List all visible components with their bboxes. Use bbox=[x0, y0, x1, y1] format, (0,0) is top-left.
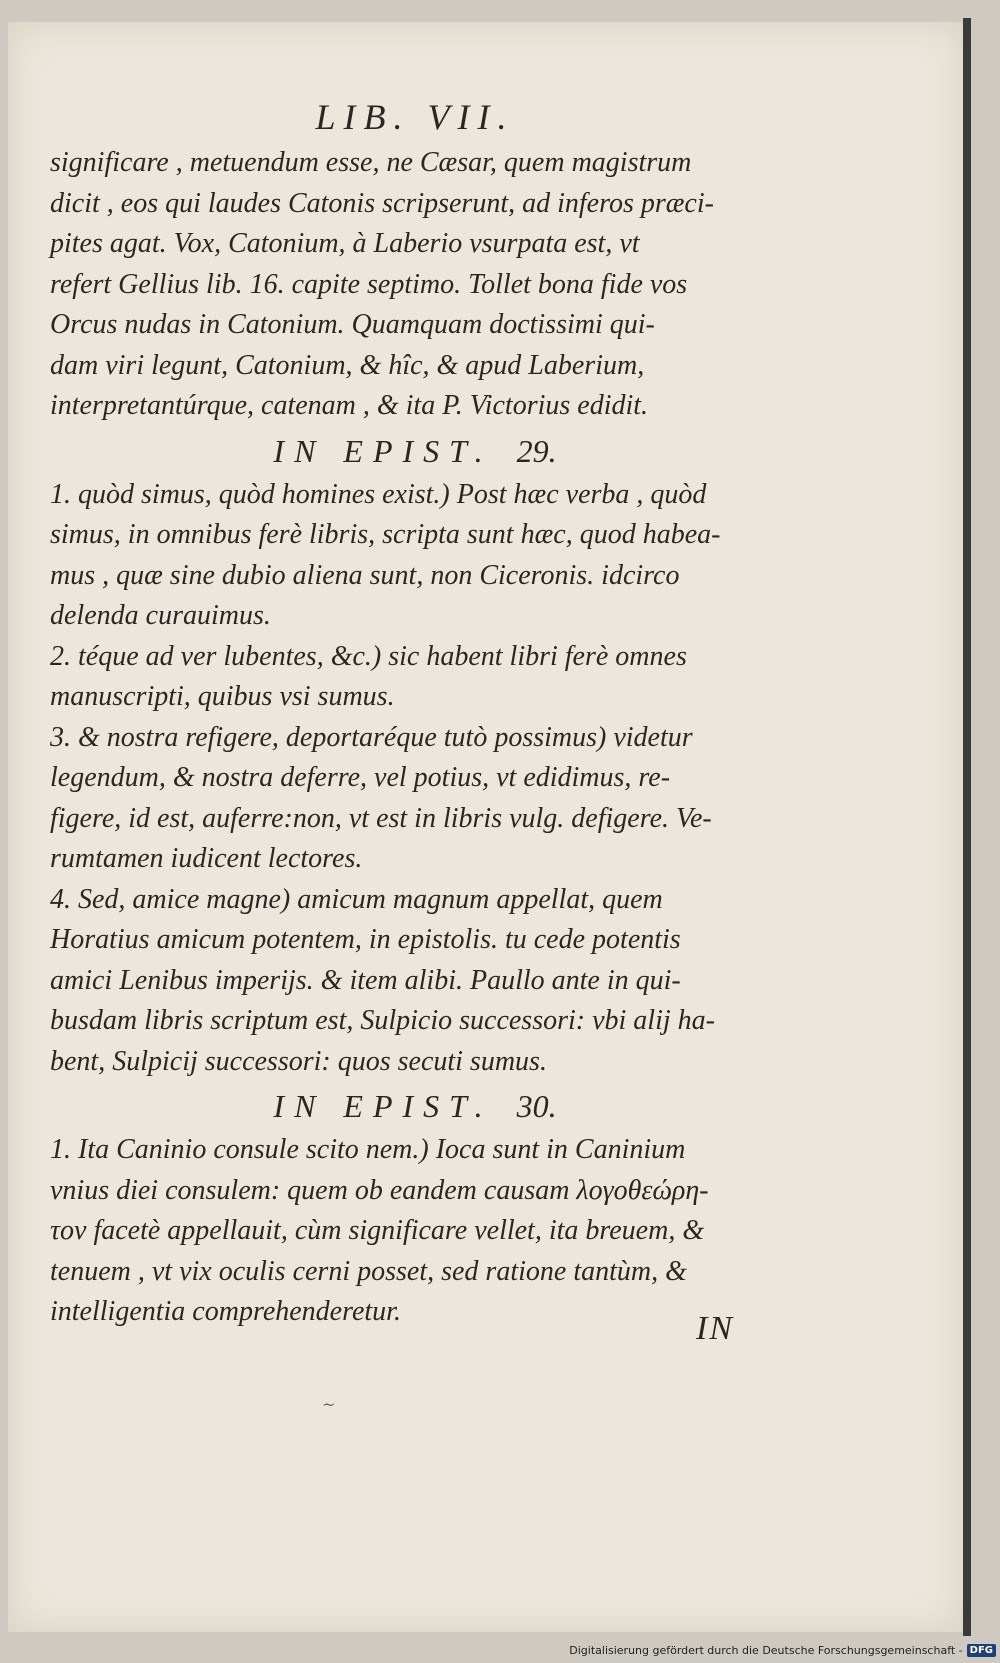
text-line: 4. Sed, amice magne) amicum magnum appellat, quem bbox=[50, 883, 663, 915]
text-line: 1. quòd simus, quòd homines exist.) Post hæc verba , quòd bbox=[50, 478, 707, 510]
text-line: τον facetè appellauit, cùm significare vellet, ita breuem, & bbox=[50, 1215, 705, 1246]
text-line: amici Lenibus imperijs. & item alibi. Paullo ante in qui- bbox=[50, 964, 681, 996]
epistle-30-notes bbox=[50, 1130, 780, 1333]
epistle-29-notes bbox=[50, 475, 780, 1083]
catchword: IN bbox=[696, 1310, 734, 1347]
text-line: interpretantúrque, catenam , & ita P. Victorius edidit. bbox=[50, 390, 649, 421]
credit-text: Digitalisierung gefördert durch die Deutsche Forschungsgemeinschaft - bbox=[569, 1643, 963, 1657]
text-line: significare , metuendum esse, ne Cæsar, quem magistrum bbox=[50, 147, 692, 178]
text-line: Horatius amicum potentem, in epistolis. tu cede potentis bbox=[50, 924, 681, 955]
text-line: busdam libris scriptum est, Sulpicio successori: vbi alij ha- bbox=[50, 1005, 715, 1036]
text-line: figere, id est, auferre:non, vt est in libris vulg. defigere. Ve- bbox=[50, 802, 712, 834]
section-title: IN EPIST. bbox=[273, 1088, 493, 1124]
text-line: rumtamen iudicent lectores. bbox=[50, 843, 363, 874]
text-line: manuscripti, quibus vsi sumus. bbox=[50, 681, 395, 712]
text-line: dicit , eos qui laudes Catonis scripserunt, ad inferos præci- bbox=[50, 187, 714, 219]
text-line: 2. téque ad ver lubentes, &c.) sic habent libri ferè omnes bbox=[50, 640, 687, 672]
digitization-credit bbox=[569, 1639, 996, 1661]
text-line: Orcus nudas in Catonium. Quamquam doctissimi qui- bbox=[50, 309, 655, 340]
text-line: dam viri legunt, Catonium, & hîc, & apud Laberium, bbox=[50, 349, 645, 381]
ink-mark: ~ bbox=[322, 1395, 336, 1414]
text-line: mus , quæ sine dubio aliena sunt, non Ciceronis. idcirco bbox=[50, 559, 680, 591]
page-text bbox=[50, 95, 780, 1333]
text-line: pites agat. Vox, Catonium, à Laberio vsurpata est, vt bbox=[50, 228, 640, 259]
text-line: simus, in omnibus ferè libris, scripta sunt hæc, quod habea- bbox=[50, 519, 721, 550]
text-line: refert Gellius lib. 16. capite septimo. Tollet bona fide vos bbox=[50, 268, 688, 300]
text-line: 3. & nostra refigere, deportaréque tutò possimus) videtur bbox=[50, 721, 693, 753]
section-title: IN EPIST. bbox=[273, 432, 493, 469]
running-head: LIB. VII. bbox=[315, 97, 515, 137]
text-line: tenuem , vt vix oculis cerni posset, sed ratione tantùm, & bbox=[50, 1255, 687, 1287]
text-line: legendum, & nostra deferre, vel potius, vt edidimus, re- bbox=[50, 762, 671, 793]
text-line: 1. Ita Caninio consule scito nem.) Ioca sunt in Caninium bbox=[50, 1134, 686, 1165]
text-line: delenda curauimus. bbox=[50, 600, 271, 631]
text-line: vnius diei consulem: quem ob eandem causam λογοθεώρη- bbox=[50, 1174, 709, 1206]
epistle-28-continuation bbox=[50, 143, 780, 427]
section-heading-epist-29 bbox=[50, 427, 780, 475]
text-line: intelligentia comprehenderetur. bbox=[50, 1296, 401, 1327]
page-edge bbox=[963, 18, 971, 1636]
dfg-logo-icon: DFG bbox=[967, 1644, 996, 1657]
section-heading-epist-30 bbox=[50, 1082, 780, 1130]
section-number: 29. bbox=[516, 432, 557, 469]
section-number: 30. bbox=[516, 1088, 557, 1124]
text-line: bent, Sulpicij successori: quos secuti sumus. bbox=[50, 1045, 547, 1077]
